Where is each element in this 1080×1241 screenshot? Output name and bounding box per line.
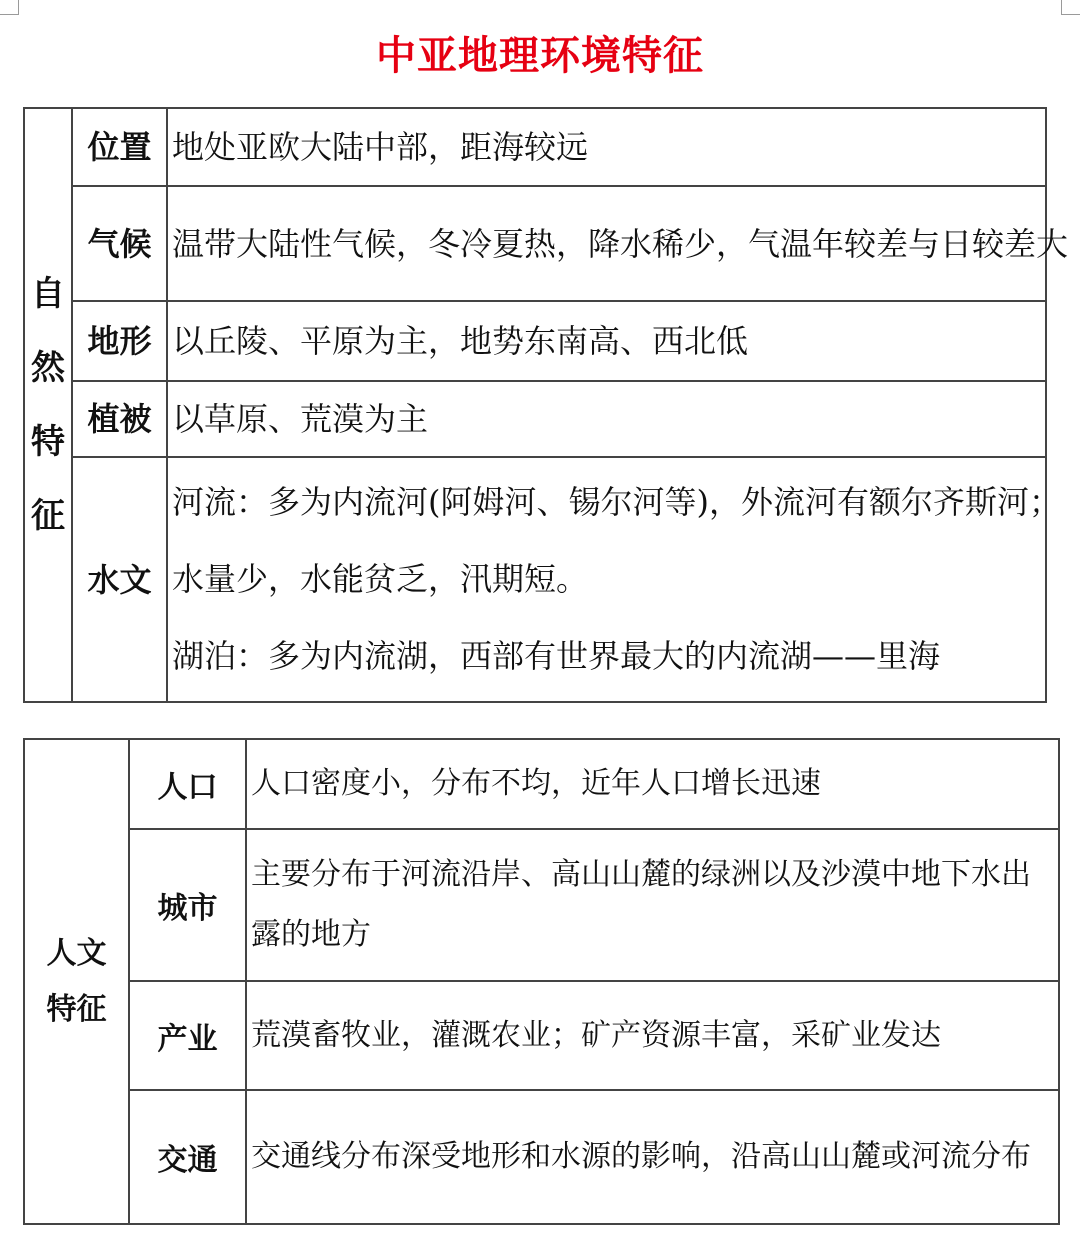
table-row — [24, 108, 1046, 186]
row-label-transport: 交通 — [129, 1090, 246, 1224]
group-char: 特 — [31, 422, 65, 462]
page-corner-mark-left — [0, 0, 19, 15]
row-label-location: 位置 — [72, 108, 167, 186]
row-text-cities: 主要分布于河流沿岸、高山山麓的绿洲以及沙漠中地下水出露的地方 — [246, 829, 1059, 981]
hydrology-line: 湖泊：多为内流湖，西部有世界最大的内流湖——里海 — [172, 637, 941, 675]
row-label-vegetation: 植被 — [72, 381, 167, 457]
row-text-hydrology — [167, 457, 1061, 702]
group-char: 然 — [31, 348, 65, 388]
row-label-terrain: 地形 — [72, 301, 167, 381]
table-row — [24, 739, 1059, 829]
row-label-population: 人口 — [129, 739, 246, 829]
table-row — [24, 186, 1046, 301]
page-title: 中亚地理环境特征 — [376, 32, 704, 79]
row-text-population: 人口密度小，分布不均，近年人口增长迅速 — [246, 739, 1059, 829]
table-row — [24, 981, 1059, 1090]
row-text-transport: 交通线分布深受地形和水源的影响，沿高山山麓或河流分布 — [246, 1090, 1059, 1224]
hydrology-line: 河流：多为内流河(阿姆河、锡尔河等)，外流河有额尔齐斯河； — [172, 483, 1061, 521]
table-row — [24, 1090, 1059, 1224]
row-label-climate: 气候 — [72, 186, 167, 301]
row-text-location: 地处亚欧大陆中部，距海较远 — [167, 108, 1046, 186]
table-row — [24, 457, 1046, 702]
group-line: 人文 — [46, 935, 107, 971]
natural-features-group-label — [24, 108, 72, 702]
row-label-hydrology: 水文 — [72, 457, 167, 702]
group-line: 特征 — [46, 991, 107, 1027]
row-text-vegetation: 以草原、荒漠为主 — [167, 381, 1046, 457]
table-row — [24, 829, 1059, 981]
group-char: 自 — [31, 274, 65, 314]
row-text-industry: 荒漠畜牧业，灌溉农业；矿产资源丰富，采矿业发达 — [246, 981, 1059, 1090]
hydrology-line: 水量少，水能贫乏，汛期短。 — [172, 560, 589, 598]
human-features-group-label — [24, 739, 129, 1224]
page-corner-mark-right — [1061, 0, 1080, 15]
table-row — [24, 301, 1046, 381]
table-row — [24, 381, 1046, 457]
human-features-table — [23, 738, 1060, 1225]
row-label-industry: 产业 — [129, 981, 246, 1090]
natural-features-table — [23, 107, 1069, 703]
row-text-terrain: 以丘陵、平原为主，地势东南高、西北低 — [167, 301, 1046, 381]
row-label-cities: 城市 — [129, 829, 246, 981]
row-text-climate: 温带大陆性气候，冬冷夏热，降水稀少，气温年较差与日较差大 — [167, 186, 1046, 301]
group-char: 征 — [31, 496, 65, 536]
